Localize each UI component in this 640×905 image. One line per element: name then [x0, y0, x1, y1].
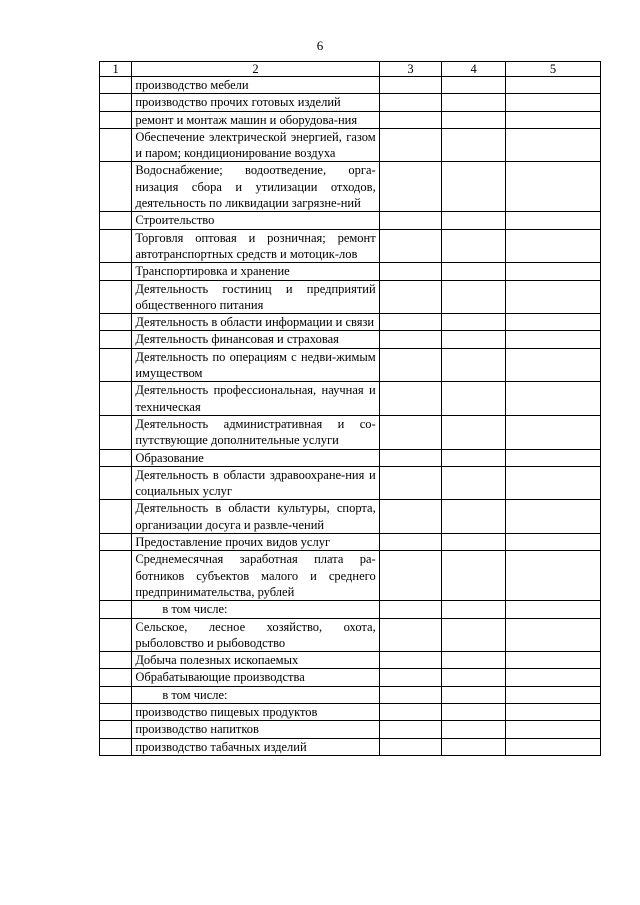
cell-col1 [100, 721, 132, 738]
row-label: Торговля оптовая и розничная; ремонт автотранспортных средств и мотоцик-лов [132, 229, 379, 263]
cell-col5 [505, 229, 600, 263]
cell-col4 [442, 466, 506, 500]
row-label: Обрабатывающие производства [132, 669, 379, 686]
cell-col4 [442, 229, 506, 263]
row-label: Деятельность гостиниц и предприятий общественного питания [132, 280, 379, 314]
cell-col3 [379, 77, 442, 94]
table-row [100, 686, 601, 703]
cell-col5 [505, 738, 600, 755]
cell-col3 [379, 534, 442, 551]
cell-col1 [100, 534, 132, 551]
cell-col1 [100, 111, 132, 128]
row-label: Деятельность по операциям с недви-жимым имуществом [132, 348, 379, 382]
cell-col1 [100, 669, 132, 686]
cell-col1 [100, 94, 132, 111]
cell-col3 [379, 669, 442, 686]
row-label: Деятельность финансовая и страховая [132, 331, 379, 348]
row-label: Деятельность профессиональная, научная и техническая [132, 382, 379, 416]
cell-col5 [505, 500, 600, 534]
cell-col3 [379, 415, 442, 449]
table-header-row [100, 62, 601, 77]
table-row [100, 721, 601, 738]
cell-col3 [379, 263, 442, 280]
cell-col4 [442, 601, 506, 618]
cell-col1 [100, 738, 132, 755]
cell-col5 [505, 128, 600, 162]
cell-col3 [379, 382, 442, 416]
cell-col5 [505, 466, 600, 500]
cell-col3 [379, 314, 442, 331]
cell-col3 [379, 162, 442, 212]
table-row [100, 703, 601, 720]
row-label: Предоставление прочих видов услуг [132, 534, 379, 551]
cell-col5 [505, 111, 600, 128]
cell-col3 [379, 738, 442, 755]
table-row [100, 128, 601, 162]
cell-col3 [379, 280, 442, 314]
row-label: Деятельность в области здравоохране-ния и социальных услуг [132, 466, 379, 500]
cell-col1 [100, 314, 132, 331]
cell-col4 [442, 382, 506, 416]
cell-col4 [442, 77, 506, 94]
cell-col4 [442, 162, 506, 212]
cell-col1 [100, 500, 132, 534]
cell-col1 [100, 348, 132, 382]
table-row [100, 449, 601, 466]
table-row [100, 534, 601, 551]
row-label: производство табачных изделий [132, 738, 379, 755]
cell-col4 [442, 111, 506, 128]
row-label: производство мебели [132, 77, 379, 94]
cell-col1 [100, 449, 132, 466]
cell-col1 [100, 652, 132, 669]
table-row [100, 331, 601, 348]
table-row [100, 500, 601, 534]
cell-col1 [100, 466, 132, 500]
cell-col5 [505, 551, 600, 601]
cell-col4 [442, 551, 506, 601]
cell-col3 [379, 94, 442, 111]
cell-col4 [442, 618, 506, 652]
cell-col1 [100, 212, 132, 229]
cell-col1 [100, 601, 132, 618]
cell-col1 [100, 331, 132, 348]
cell-col4 [442, 314, 506, 331]
table-row [100, 618, 601, 652]
cell-col5 [505, 331, 600, 348]
cell-col3 [379, 128, 442, 162]
cell-col3 [379, 466, 442, 500]
cell-col3 [379, 601, 442, 618]
cell-col1 [100, 263, 132, 280]
cell-col4 [442, 94, 506, 111]
cell-col4 [442, 534, 506, 551]
row-label: Деятельность в области информации и связи [132, 314, 379, 331]
cell-col1 [100, 415, 132, 449]
cell-col5 [505, 652, 600, 669]
row-label: Образование [132, 449, 379, 466]
cell-col5 [505, 618, 600, 652]
cell-col5 [505, 382, 600, 416]
row-label: ремонт и монтаж машин и оборудова-ния [132, 111, 379, 128]
cell-col3 [379, 348, 442, 382]
cell-col5 [505, 449, 600, 466]
table-row [100, 466, 601, 500]
cell-col4 [442, 669, 506, 686]
cell-col3 [379, 652, 442, 669]
cell-col5 [505, 721, 600, 738]
column-header-5: 5 [505, 62, 600, 77]
cell-col5 [505, 686, 600, 703]
cell-col1 [100, 618, 132, 652]
table-row [100, 229, 601, 263]
row-label: в том числе: [132, 601, 379, 618]
cell-col1 [100, 280, 132, 314]
cell-col4 [442, 652, 506, 669]
row-label: Добыча полезных ископаемых [132, 652, 379, 669]
table-row [100, 162, 601, 212]
row-label: Деятельность в области культуры, спорта, организации досуга и развле-чений [132, 500, 379, 534]
cell-col3 [379, 500, 442, 534]
row-label: производство прочих готовых изделий [132, 94, 379, 111]
table-row [100, 415, 601, 449]
table-row [100, 263, 601, 280]
cell-col4 [442, 721, 506, 738]
cell-col3 [379, 212, 442, 229]
column-header-3: 3 [379, 62, 442, 77]
table-row [100, 77, 601, 94]
cell-col1 [100, 686, 132, 703]
row-label: в том числе: [132, 686, 379, 703]
cell-col4 [442, 686, 506, 703]
cell-col1 [100, 551, 132, 601]
row-label: производство напитков [132, 721, 379, 738]
table-row [100, 314, 601, 331]
row-label: Транспортировка и хранение [132, 263, 379, 280]
column-header-2: 2 [132, 62, 379, 77]
cell-col3 [379, 618, 442, 652]
cell-col4 [442, 128, 506, 162]
cell-col5 [505, 94, 600, 111]
cell-col4 [442, 449, 506, 466]
cell-col5 [505, 314, 600, 331]
table-row [100, 738, 601, 755]
cell-col5 [505, 263, 600, 280]
cell-col1 [100, 162, 132, 212]
cell-col4 [442, 212, 506, 229]
cell-col1 [100, 128, 132, 162]
cell-col5 [505, 162, 600, 212]
cell-col5 [505, 601, 600, 618]
column-header-4: 4 [442, 62, 506, 77]
row-label: производство пищевых продуктов [132, 703, 379, 720]
cell-col4 [442, 500, 506, 534]
cell-col1 [100, 382, 132, 416]
cell-col4 [442, 263, 506, 280]
column-header-1: 1 [100, 62, 132, 77]
cell-col5 [505, 669, 600, 686]
cell-col1 [100, 77, 132, 94]
row-label: Сельское, лесное хозяйство, охота, рыболовство и рыбоводство [132, 618, 379, 652]
table-row [100, 212, 601, 229]
cell-col3 [379, 449, 442, 466]
row-label: Обеспечение электрической энергией, газом и паром; кондиционирование воздуха [132, 128, 379, 162]
data-table [99, 61, 601, 756]
cell-col5 [505, 534, 600, 551]
cell-col3 [379, 703, 442, 720]
row-label: Строительство [132, 212, 379, 229]
table-row [100, 652, 601, 669]
table-row [100, 348, 601, 382]
row-label: Водоснабжение; водоотведение, орга-низация сбора и утилизации отходов, деятельность по ликвидации загрязне-ний [132, 162, 379, 212]
cell-col5 [505, 348, 600, 382]
cell-col3 [379, 229, 442, 263]
cell-col3 [379, 686, 442, 703]
table-row [100, 601, 601, 618]
cell-col4 [442, 703, 506, 720]
cell-col4 [442, 415, 506, 449]
cell-col1 [100, 229, 132, 263]
cell-col4 [442, 331, 506, 348]
cell-col1 [100, 703, 132, 720]
cell-col4 [442, 348, 506, 382]
cell-col3 [379, 551, 442, 601]
cell-col3 [379, 331, 442, 348]
cell-col5 [505, 212, 600, 229]
cell-col4 [442, 280, 506, 314]
table-row [100, 382, 601, 416]
table-row [100, 551, 601, 601]
cell-col5 [505, 280, 600, 314]
table-row [100, 94, 601, 111]
table-row [100, 111, 601, 128]
row-label: Деятельность административная и со-путствующие дополнительные услуги [132, 415, 379, 449]
cell-col4 [442, 738, 506, 755]
cell-col5 [505, 415, 600, 449]
cell-col3 [379, 721, 442, 738]
cell-col5 [505, 703, 600, 720]
page-number: 6 [316, 38, 324, 53]
row-label: Среднемесячная заработная плата ра-ботников субъектов малого и среднего предпринимательства, рублей [132, 551, 379, 601]
table-row [100, 280, 601, 314]
cell-col3 [379, 111, 442, 128]
table-row [100, 669, 601, 686]
cell-col5 [505, 77, 600, 94]
